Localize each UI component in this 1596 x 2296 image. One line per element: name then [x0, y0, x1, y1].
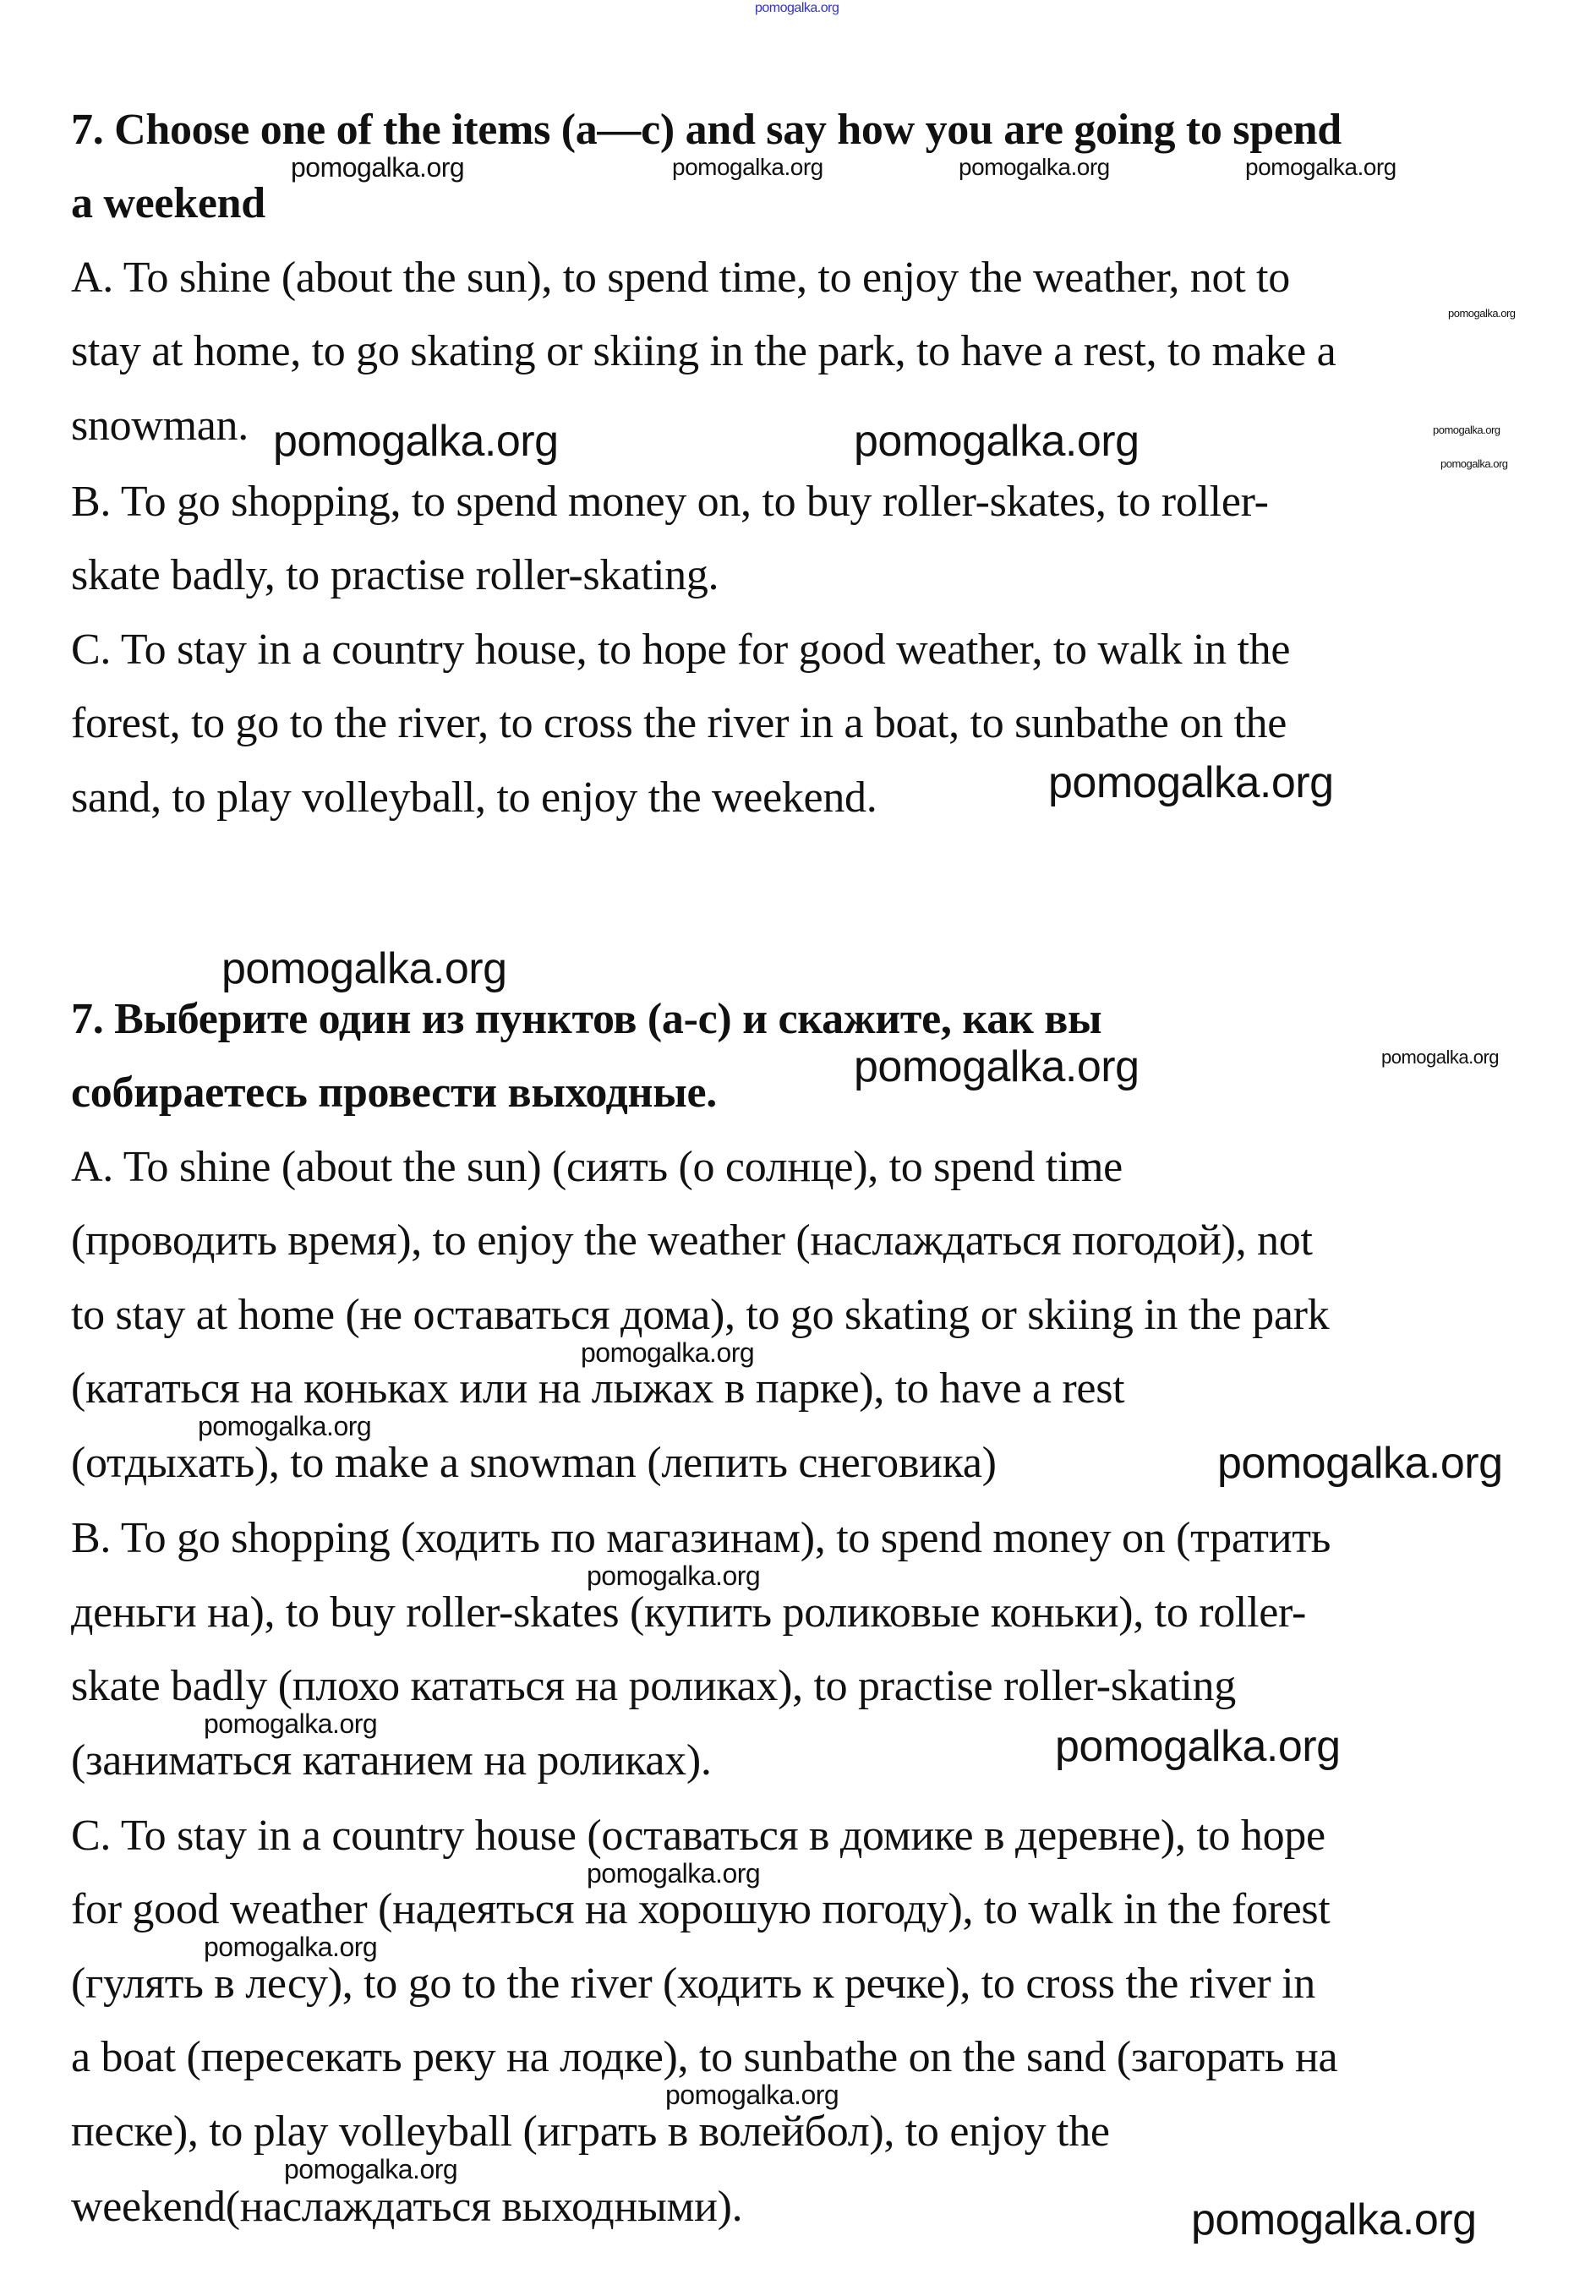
watermark: pomogalka.org [854, 417, 1140, 466]
watermark: pomogalka.org [587, 1858, 761, 1889]
watermark: pomogalka.org [854, 1042, 1140, 1091]
watermark: pomogalka.org [291, 152, 465, 183]
english-line: A. To shine (about the sun), to spend time, to enjoy the weather, not to [71, 254, 1290, 302]
english-heading: 7. Choose one of the items (a—c) and say how you are going to spend [71, 106, 1342, 154]
russian-line: (проводить время), to enjoy the weather (наслаждаться погодой), not [71, 1216, 1313, 1265]
english-heading: a weekend [71, 179, 265, 227]
russian-line: weekend(наслаждаться выходными). [71, 2183, 743, 2231]
watermark: pomogalka.org [1381, 1047, 1500, 1068]
english-line: skate badly, to practise roller-skating. [71, 551, 719, 599]
english-line: stay at home, to go skating or skiing in the park, to have a rest, to make a [71, 327, 1336, 375]
watermark: pomogalka.org [204, 1708, 378, 1739]
english-line: C. To stay in a country house, to hope for good weather, to walk in the [71, 626, 1291, 674]
watermark: pomogalka.org [1245, 154, 1396, 180]
english-line: sand, to play volleyball, to enjoy the weekend. [71, 774, 877, 822]
russian-line: A. To shine (about the sun) (сиять (о солнце), to spend time [71, 1143, 1123, 1191]
russian-line: a boat (пересекать реку на лодке), to sunbathe on the sand (загорать на [71, 2033, 1338, 2081]
watermark: pomogalka.org [1433, 424, 1500, 436]
watermark: pomogalka.org [284, 2154, 458, 2184]
watermark: pomogalka.org [221, 944, 507, 993]
russian-line: (кататься на коньках или на лыжах в парке), to have a rest [71, 1364, 1125, 1413]
watermark: pomogalka.org [1217, 1439, 1503, 1488]
watermark: pomogalka.org [1448, 307, 1516, 320]
watermark: pomogalka.org [581, 1337, 755, 1368]
russian-line: C. To stay in a country house (оставаться в домике в деревне), to hope [71, 1812, 1325, 1860]
watermark: pomogalka.org [959, 154, 1110, 180]
english-line: forest, to go to the river, to cross the river in a boat, to sunbathe on the [71, 699, 1287, 747]
english-line: snowman. [71, 402, 249, 450]
watermark: pomogalka.org [672, 154, 823, 180]
watermark: pomogalka.org [1048, 758, 1334, 807]
watermark: pomogalka.org [204, 1932, 378, 1962]
watermark: pomogalka.org [273, 417, 559, 466]
russian-line: (гулять в лесу), to go to the river (ходить к речке), to cross the river in [71, 1960, 1315, 2008]
top-watermark-link[interactable]: pomogalka.org [755, 1, 839, 15]
russian-line: for good weather (надеяться на хорошую погоду), to walk in the forest [71, 1885, 1331, 1933]
watermark: pomogalka.org [1191, 2195, 1477, 2244]
russian-line: песке), to play volleyball (играть в волейбол), to enjoy the [71, 2107, 1110, 2156]
russian-line: to stay at home (не оставаться дома), to go skating or skiing in the park [71, 1291, 1330, 1339]
russian-line: skate badly (плохо кататься на роликах), to practise roller-skating [71, 1662, 1236, 1710]
watermark: pomogalka.org [587, 1561, 761, 1591]
watermark: pomogalka.org [665, 2080, 839, 2110]
watermark: pomogalka.org [1440, 457, 1508, 470]
watermark: pomogalka.org [1055, 1722, 1341, 1771]
russian-line: деньги на), to buy roller-skates (купить роликовые коньки), to roller- [71, 1588, 1307, 1637]
russian-line: B. To go shopping (ходить по магазинам), to spend money on (тратить [71, 1514, 1331, 1562]
russian-line: (отдыхать), to make a snowman (лепить снеговика) [71, 1439, 997, 1487]
watermark: pomogalka.org [198, 1411, 372, 1441]
english-line: B. To go shopping, to spend money on, to buy roller-skates, to roller- [71, 478, 1269, 526]
russian-line: (заниматься катанием на роликах). [71, 1736, 712, 1785]
russian-heading: 7. Выберите один из пунктов (a-c) и скажите, как вы [71, 995, 1102, 1043]
russian-heading: собираетесь провести выходные. [71, 1069, 717, 1117]
